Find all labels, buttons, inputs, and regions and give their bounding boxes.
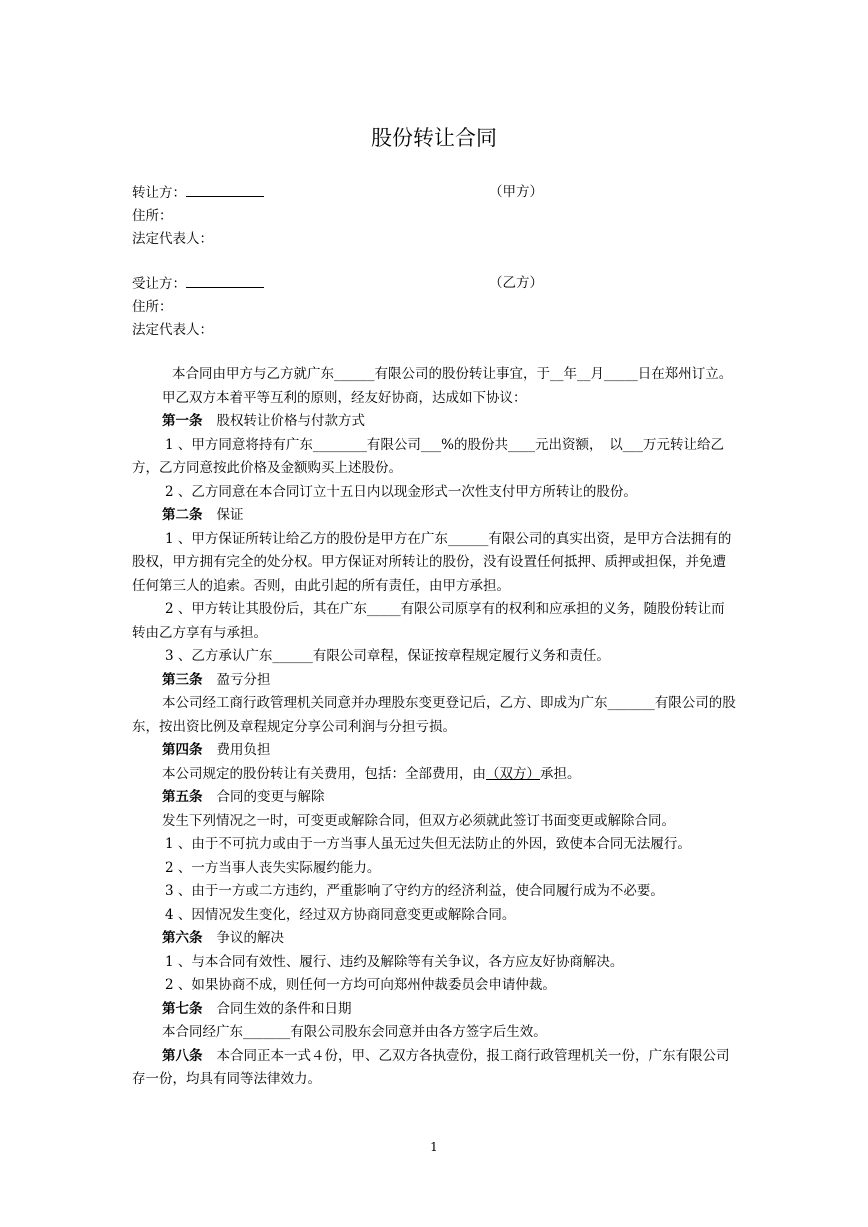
transferor-address-label: 住所： [132, 207, 173, 224]
article-5-heading [132, 786, 738, 810]
article-7-text: 本合同经广东_______有限公司股东会同意并由各方签字后生效。 [162, 1024, 547, 1040]
article-6-heading [132, 927, 738, 951]
article-4-text [132, 763, 738, 787]
article-6-number: 第六条 [162, 930, 203, 946]
transferor-label: 转让方： [132, 185, 186, 201]
article-1-clause-2: 2 、乙方同意在本合同订立十五日内以现金形式一次性支付甲方所转让的股份。 [165, 483, 637, 500]
article-8-paragraph [132, 1045, 738, 1092]
article-3-number: 第三条 [162, 671, 203, 688]
article-8-text: 本合同正本一式４份，甲、乙双方各执壹份，报工商行政管理机关一份，广东有限公司存一份，均具有同等法律效力。 [132, 1047, 730, 1087]
page-number: 1 [430, 1140, 438, 1154]
article-5-clause-2: 2 、一方当事人丧失实际履约能力。 [165, 859, 381, 876]
article-1-heading [132, 410, 738, 434]
article-5-clause-3: 3 、由于一方或二方违约，严重影响了守约方的经济利益，使合同履行成为不必要。 [165, 883, 664, 899]
article-1-clause-1: 1 、甲方同意将持有广东________有限公司___%的股份共____元出资额， 以___万元转让给乙方，乙方同意按此价格及金额购买上述股份。 [132, 436, 724, 476]
intro-paragraph-1: 本合同由甲方与乙方就广东______有限公司的股份转让事宜，于__年__月_____日在郑州订立。 [172, 366, 733, 382]
article-7-title: 合同生效的条件和日期 [216, 1000, 352, 1017]
article-7-heading [132, 998, 738, 1022]
article-2-number: 第二条 [162, 507, 203, 523]
article-5-clause-4: 4 、因情况发生变化，经过双方协商同意变更或解除合同。 [165, 906, 516, 923]
transferor-rep-label: 法定代表人： [132, 231, 213, 247]
article-5-title: 合同的变更与解除 [216, 789, 325, 805]
transferee-role: （乙方） [489, 275, 543, 291]
article-3-heading [132, 669, 738, 693]
article-6-clause-2: 2 、如果协商不成，则任何一方均可向郑州仲裁委员会申请仲裁。 [165, 977, 556, 993]
article-3-text: 本公司经工商行政管理机关同意并办理股东变更登记后，乙方、即成为广东_______有限公司的股东，按出资比例及章程规定分享公司利润与分担亏损。 [132, 695, 736, 735]
intro-paragraph-2: 甲乙双方本着平等互利的原则，经友好协商，达成如下协议： [162, 389, 527, 406]
article-6-clause-1: 1 、与本合同有效性、履行、违约及解除等有关争议，各方应友好协商解决。 [165, 953, 624, 970]
transferee-name-blank [186, 272, 264, 288]
article-7-number: 第七条 [162, 1000, 203, 1017]
article-5-number: 第五条 [162, 789, 203, 805]
article-2-heading [132, 504, 738, 528]
transferor-name-blank [186, 181, 264, 197]
article-2-clause-2: 2 、甲方转让其股份后，其在广东_____有限公司原享有的权利和应承担的义务，随股份转让而转由乙方享有与承担。 [132, 601, 725, 641]
contract-body [132, 363, 738, 1092]
transferor-block [132, 181, 752, 252]
article-4-bearer: （双方） [486, 765, 540, 782]
article-4-title: 费用负担 [216, 742, 271, 758]
transferor-role: （甲方） [489, 184, 543, 200]
article-4-number: 第四条 [162, 742, 203, 758]
article-2-title: 保证 [216, 507, 244, 523]
transferee-label: 受让方： [132, 276, 186, 292]
article-5-intro: 发生下列情况之一时，可变更或解除合同，但双方必须就此签订书面变更或解除合同。 [162, 812, 675, 829]
article-5-clause-1: 1 、由于不可抗力或由于一方当事人虽无过失但无法防止的外因，致使本合同无法履行。 [165, 836, 691, 852]
article-3-title: 盈亏分担 [216, 671, 271, 688]
page-title: 股份转让合同 [371, 126, 497, 150]
article-6-title: 争议的解决 [216, 930, 284, 946]
transferee-address-label: 住所： [132, 298, 173, 315]
article-4-text-post: 承担。 [540, 765, 581, 782]
transferee-block [132, 272, 752, 343]
article-2-clause-3: 3 、乙方承认广东______有限公司章程，保证按章程规定履行义务和责任。 [165, 648, 610, 664]
article-8-number: 第八条 [162, 1047, 203, 1064]
article-2-clause-1: 1 、甲方保证所转让给乙方的股份是甲方在广东______有限公司的真实出资，是甲方合法拥有的股权，甲方拥有完全的处分权。甲方保证对所转让的股份，没有设置任何抵押、质押或担保，并免遭任何第三人的追索。否则，由此引起的所有责任，由甲方承担。 [132, 530, 732, 594]
article-1-number: 第一条 [162, 413, 203, 429]
transferee-rep-label: 法定代表人： [132, 322, 213, 338]
article-4-text-pre: 本公司规定的股份转让有关费用，包括：全部费用，由 [162, 765, 486, 782]
article-1-title: 股权转让价格与付款方式 [216, 413, 365, 429]
article-4-heading [132, 739, 738, 763]
